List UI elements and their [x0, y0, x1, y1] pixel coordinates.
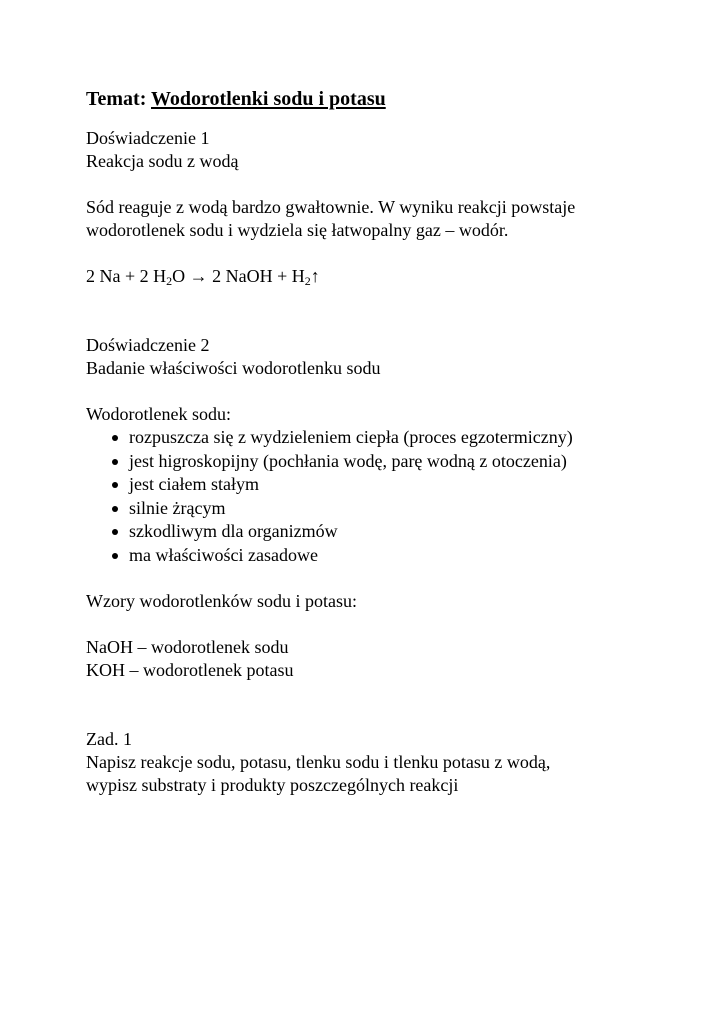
- task-section: [86, 728, 686, 797]
- property-item: jest ciałem stałym: [110, 473, 686, 497]
- property-item: szkodliwym dla organizmów: [110, 520, 686, 544]
- experiment-2-heading: Doświadczenie 2: [86, 335, 210, 355]
- experiment-1-subheading: Reakcja sodu z wodą: [86, 151, 239, 171]
- task-heading: Zad. 1: [86, 729, 132, 749]
- experiment-1-description-line-1: Sód reaguje z wodą bardzo gwałtownie. W wyniku reakcji powstaje: [86, 197, 576, 217]
- gas-arrow-icon: ↑: [310, 266, 320, 286]
- property-item: jest higroskopijny (pochłania wodę, parę wodną z otoczenia): [110, 450, 686, 474]
- property-item: ma właściwości zasadowe: [110, 544, 686, 568]
- formula-item: KOH – wodorotlenek potasu: [86, 660, 294, 680]
- experiment-1-description-line-2: wodorotlenek sodu i wydziela się łatwopalny gaz – wodór.: [86, 220, 509, 240]
- property-item: rozpuszcza się z wydzieleniem ciepła (proces egzotermiczny): [110, 426, 686, 450]
- formulas-section: [86, 590, 686, 682]
- experiment-2-section: [86, 334, 686, 567]
- task-text-line-1: Napisz reakcje sodu, potasu, tlenku sodu i tlenku potasu z wodą,: [86, 752, 551, 772]
- properties-intro: Wodorotlenek sodu:: [86, 404, 232, 424]
- equation-subscript-1: 2: [166, 274, 173, 288]
- properties-list: [86, 426, 686, 567]
- equation-part-1: 2 Na + 2 H: [86, 266, 167, 286]
- document-page: [86, 86, 686, 797]
- title-topic: Wodorotlenki sodu i potasu: [151, 88, 386, 110]
- property-item: silnie żrącym: [110, 497, 686, 521]
- experiment-1-heading: Doświadczenie 1: [86, 128, 210, 148]
- page-title: [86, 86, 686, 112]
- title-prefix: Temat:: [86, 88, 147, 110]
- formula-item: NaOH – wodorotlenek sodu: [86, 637, 289, 657]
- equation-subscript-2: 2: [304, 274, 311, 288]
- experiment-1-section: [86, 127, 686, 288]
- experiment-2-subheading: Badanie właściwości wodorotlenku sodu: [86, 358, 381, 378]
- equation-part-2: O → 2 NaOH + H: [172, 266, 305, 286]
- reaction-equation: [86, 265, 686, 288]
- task-text-line-2: wypisz substraty i produkty poszczególnych reakcji: [86, 775, 459, 795]
- formulas-heading: Wzory wodorotlenków sodu i potasu:: [86, 591, 357, 611]
